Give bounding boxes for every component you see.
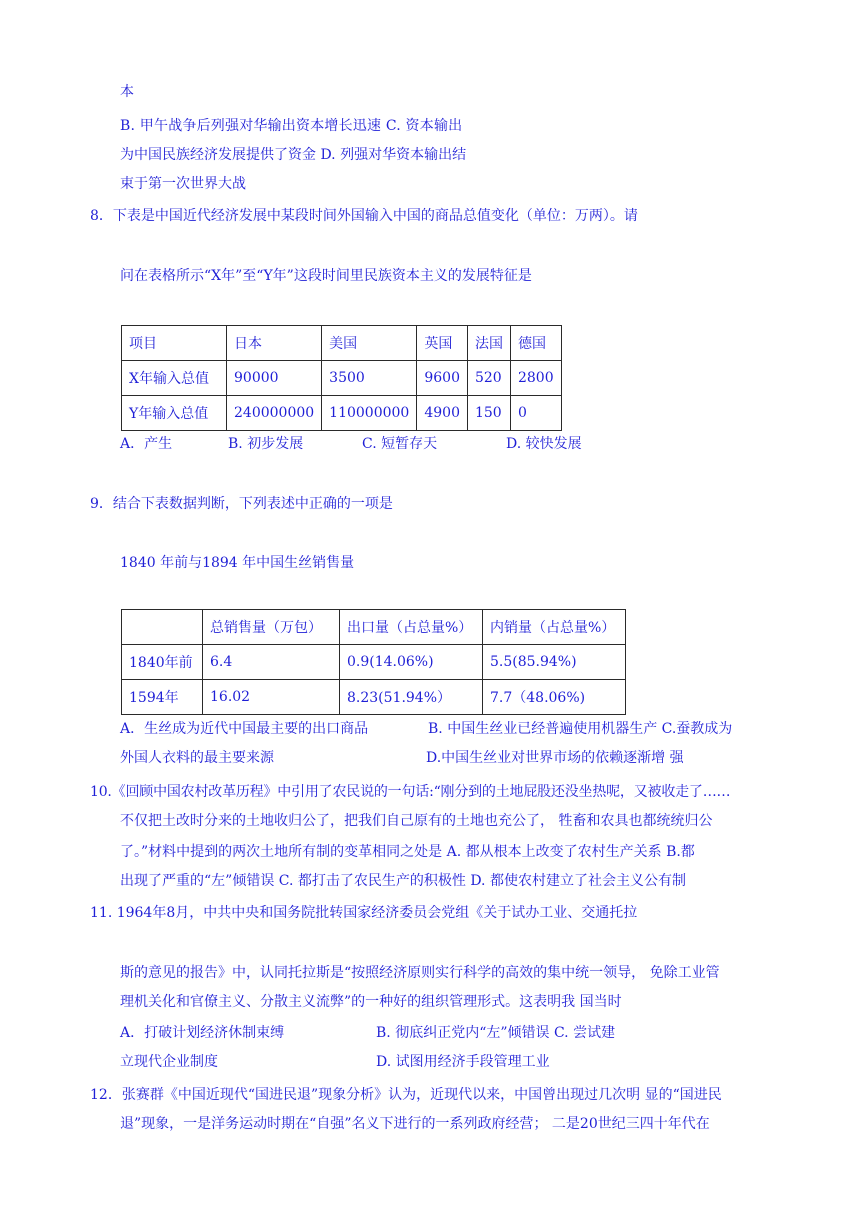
table-cell: 2800 — [510, 361, 561, 396]
q8-option-d: D. 较快发展 — [506, 436, 582, 452]
q8-stem-line1: 8．下表是中国近代经济发展中某段时间外国输入中国的商品总值变化（单位：万两）。请 — [90, 208, 638, 224]
table-cell: 240000000 — [227, 396, 322, 431]
table-cell: 6.4 — [203, 645, 340, 680]
q8-option-b: B. 初步发展 — [228, 436, 304, 452]
q10-line3: 了。”材料中提到的两次土地所有制的变革相同之处是 A. 都从根本上改变了农村生产关系 B.都 — [120, 844, 695, 860]
table-cell — [122, 610, 203, 645]
table-cell: 项目 — [122, 326, 227, 361]
q7-line-3: 为中国民族经济发展提供了资金 D. 列强对华资本输出结 — [120, 147, 467, 163]
q9-options-line1 — [120, 719, 820, 739]
table-row — [122, 396, 562, 431]
q9-option-b-c: B. 中国生丝业已经普遍使用机器生产 C.蚕教成为 — [428, 721, 733, 737]
q10-line2: 不仅把土改时分来的土地收归公了，把我们自己原有的土地也充公了， 牲畜和农具也都统统归公 — [120, 813, 713, 829]
q12-line1: 12．张赛群《中国近现代“国进民退”现象分析》认为，近现代以来，中国曾出现过几次明 显的“国进民 — [90, 1087, 722, 1103]
table-row — [122, 610, 626, 645]
table-cell: 110000000 — [322, 396, 417, 431]
q7-line-4: 束于第一次世界大战 — [120, 176, 246, 192]
table-row — [122, 361, 562, 396]
table-cell: 8.23(51.94%） — [340, 680, 483, 715]
table-cell: 4900 — [417, 396, 468, 431]
table-cell: 总销售量（万包） — [203, 610, 340, 645]
table-cell: 16.02 — [203, 680, 340, 715]
q11-option-c-cont: 立现代企业制度 — [120, 1054, 218, 1070]
q9-option-d: D.中国生丝业对世界市场的依赖逐渐增 强 — [426, 750, 684, 766]
table-cell: 90000 — [227, 361, 322, 396]
table-cell: 英国 — [417, 326, 468, 361]
q9-option-a: A．生丝成为近代中国最主要的出口商品 — [120, 721, 369, 737]
table-cell: 7.7（48.06%) — [483, 680, 626, 715]
q8-options — [120, 434, 720, 454]
table-cell: 1594年 — [122, 680, 203, 715]
q11-option-b-c: B. 彻底纠正党内“左”倾错误 C. 尝试建 — [376, 1025, 616, 1041]
table-row — [122, 326, 562, 361]
q8-option-a: A．产生 — [120, 436, 173, 452]
table-cell: 150 — [467, 396, 510, 431]
q8-option-c: C. 短暂存天 — [362, 436, 438, 452]
table-cell: 法国 — [467, 326, 510, 361]
table-cell: Y年输入总值 — [122, 396, 227, 431]
q11-line2: 斯的意见的报告》中，认同托拉斯是“按照经济原则实行科学的高效的集中统一领导， 免除工业管 — [120, 965, 720, 981]
q7-line-1: 本 — [120, 84, 134, 100]
table-cell: 日本 — [227, 326, 322, 361]
q9-table — [121, 609, 626, 715]
q12-line2: 退”现象，一是洋务运动时期在“自强”名义下进行的一系列政府经营； 二是20世纪三四十年代在 — [120, 1116, 710, 1132]
table-cell: 内销量（占总量%） — [483, 610, 626, 645]
table-row — [122, 645, 626, 680]
q9-caption: 1840 年前与1894 年中国生丝销售量 — [120, 555, 355, 571]
table-cell: 9600 — [417, 361, 468, 396]
table-row — [122, 680, 626, 715]
q8-table — [121, 325, 562, 431]
table-cell: 德国 — [510, 326, 561, 361]
table-cell: 0 — [510, 396, 561, 431]
table-cell: 3500 — [322, 361, 417, 396]
q11-option-d: D. 试图用经济手段管理工业 — [376, 1054, 550, 1070]
q11-options-line1 — [120, 1023, 820, 1043]
q11-line3: 理机关化和官僚主义、分散主义流弊”的一种好的组织管理形式。这表明我 国当时 — [120, 994, 622, 1010]
q7-line-2: B. 甲午战争后列强对华输出资本增长迅速 C. 资本输出 — [120, 118, 463, 134]
q9-option-c-cont: 外国人衣料的最主要来源 — [120, 750, 274, 766]
q10-line4: 出现了严重的“左”倾错误 C. 都打击了农民生产的积极性 D. 都使农村建立了社会主义公有制 — [120, 873, 686, 889]
table-cell: 1840年前 — [122, 645, 203, 680]
table-cell: X年输入总值 — [122, 361, 227, 396]
table-cell: 美国 — [322, 326, 417, 361]
q11-line1: 11. 1964年8月，中共中央和国务院批转国家经济委员会党组《关于试办工业、交通托拉 — [90, 905, 638, 921]
table-cell: 520 — [467, 361, 510, 396]
q9-options-line2 — [120, 748, 820, 768]
q10-line1: 10.《回顾中国农村改革历程》中引用了农民说的一句话:“刚分到的土地屁股还没坐热呢，又被收走了…… — [90, 784, 731, 800]
table-cell: 0.9(14.06%) — [340, 645, 483, 680]
q11-options-line2 — [120, 1052, 820, 1072]
q8-stem-line2: 问在表格所示“X年”至“Y年”这段时间里民族资本主义的发展特征是 — [120, 268, 532, 284]
table-cell: 5.5(85.94%) — [483, 645, 626, 680]
q9-stem: 9．结合下表数据判断，下列表述中正确的一项是 — [90, 496, 393, 512]
table-cell: 出口量（占总量%） — [340, 610, 483, 645]
q11-option-a: A．打破计划经济休制束缚 — [120, 1025, 285, 1041]
